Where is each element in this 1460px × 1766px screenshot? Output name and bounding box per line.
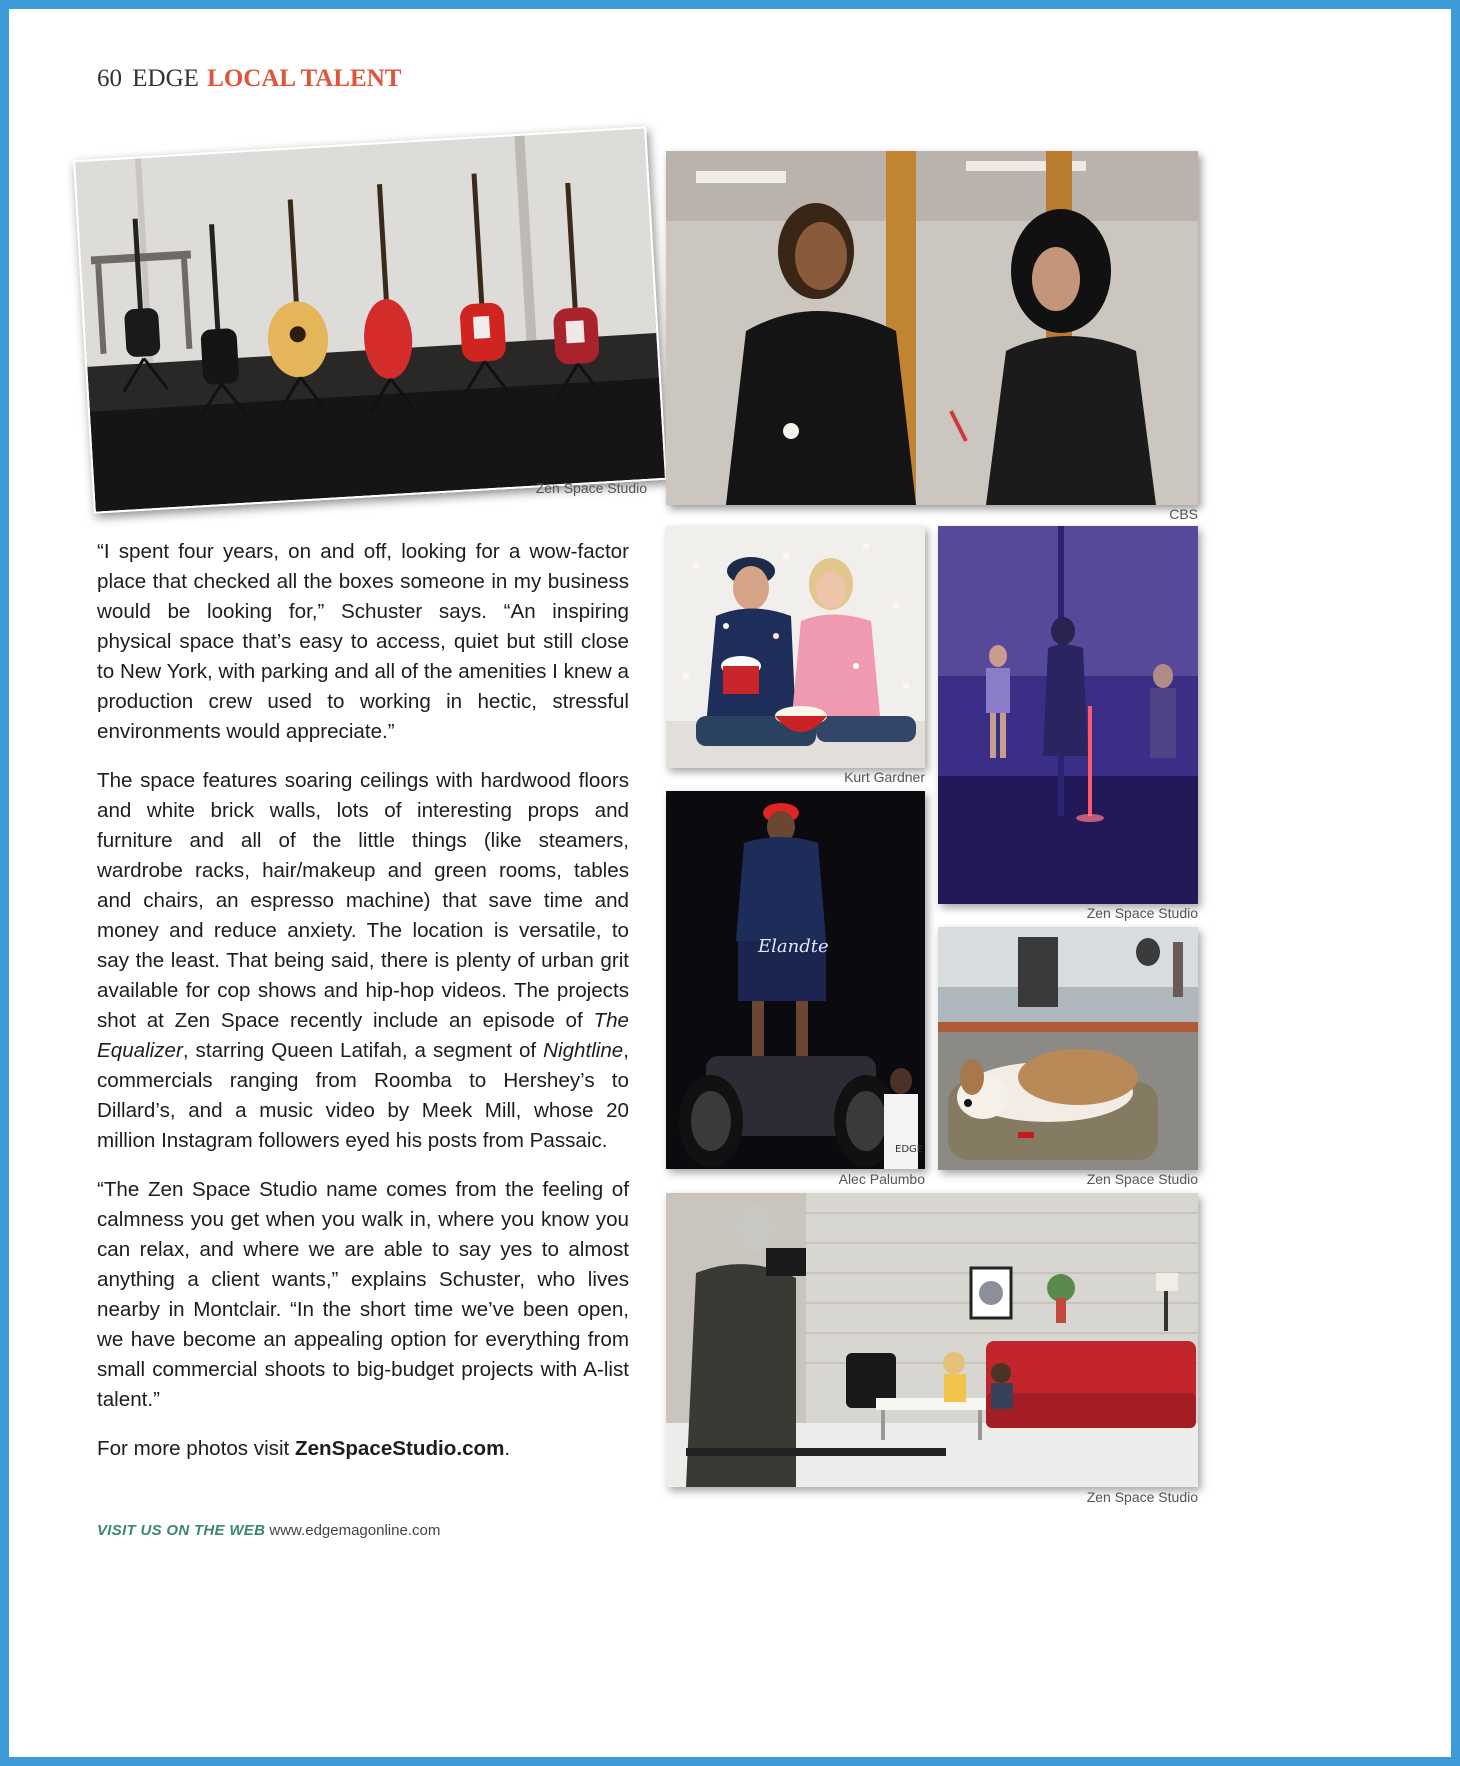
website-link[interactable]: ZenSpaceStudio.com bbox=[295, 1437, 505, 1460]
rapper-shorts-text: Elandte bbox=[758, 936, 829, 957]
purple-light-credit: Zen Space Studio bbox=[1086, 905, 1198, 921]
page-header bbox=[97, 65, 401, 93]
guitars-credit: Zen Space Studio bbox=[535, 480, 647, 496]
paragraph-2-part-b: , starring Queen Latifah, a segment of bbox=[182, 1039, 544, 1062]
show-title-nightline: Nightline bbox=[543, 1039, 624, 1062]
rapper-corner-text: EDGE bbox=[895, 1144, 924, 1155]
living-room-photo bbox=[666, 1193, 1198, 1487]
paragraph-3: “The Zen Space Studio name comes from the feeling of calmness you get when you walk in, where you know you can relax, and where we are able to say yes to almost anything a client wants,” explains Schuster, who lives nearby in Montclair. “In the short time we’ve been open, we have become an appealing option for everything from small commercial shoots to big-budget projects with A-list talent.” bbox=[97, 1178, 629, 1411]
living-room-illustration bbox=[666, 1193, 1198, 1487]
paragraph-4-suffix: . bbox=[504, 1437, 511, 1460]
footer-visit-label: VISIT US ON THE WEB bbox=[97, 1522, 266, 1539]
equalizer-credit: CBS bbox=[1169, 506, 1198, 522]
footer-url[interactable]: www.edgemagonline.com bbox=[269, 1522, 441, 1539]
rapper-photo bbox=[666, 791, 925, 1169]
show-title-equalizer: The Equalizer bbox=[97, 1009, 629, 1062]
rapper-illustration bbox=[666, 791, 925, 1169]
paragraph-4-prefix: For more photos visit bbox=[97, 1437, 295, 1460]
living-room-credit: Zen Space Studio bbox=[1086, 1489, 1198, 1505]
section-title: LOCAL TALENT bbox=[207, 65, 402, 92]
paragraph-4 bbox=[97, 1434, 629, 1464]
equalizer-illustration bbox=[666, 151, 1198, 505]
guitars-illustration bbox=[75, 128, 665, 511]
purple-light-photo bbox=[938, 526, 1198, 904]
paragraph-2-part-c: , commercials ranging from Roomba to Hershey’s to Dillard’s, and a music video by Meek Mill, whose 20 million Instagram followers eyed his posts from Passaic. bbox=[97, 1039, 629, 1152]
rapper-credit: Alec Palumbo bbox=[838, 1171, 925, 1187]
dog-photo bbox=[938, 927, 1198, 1170]
paragraph-2-part-a: The space features soaring ceilings with hardwood floors and white brick walls, lots of interesting props and furniture and all of the little things (like steamers, wardrobe racks, hair/makeup and green rooms, tables and chairs, an espresso machine) that save time and money and reduce anxiety. The location is versatile, to say the least. That being said, there is plenty of urban grit available for cop shows and hip-hop videos. The projects shot at Zen Space recently include an episode of bbox=[97, 769, 629, 1032]
equalizer-scene-photo bbox=[666, 151, 1198, 505]
magazine-name: EDGE bbox=[132, 65, 199, 92]
guitars-photo bbox=[73, 126, 667, 513]
popcorn-illustration bbox=[666, 526, 925, 768]
magazine-page bbox=[9, 9, 1451, 1757]
paragraph-2 bbox=[97, 766, 629, 1156]
dog-credit: Zen Space Studio bbox=[1086, 1171, 1198, 1187]
article-body bbox=[97, 537, 629, 1483]
paragraph-1: “I spent four years, on and off, looking for a wow-factor place that checked all the boxes someone in my business would be looking for,” Schuster says. “An inspiring physical space that’s easy to access, quiet but still close to New York, with parking and all of the amenities I knew a production crew used to working in hectic, stressful environments would appreciate.” bbox=[97, 540, 629, 743]
dog-illustration bbox=[938, 927, 1198, 1170]
purple-light-illustration bbox=[938, 526, 1198, 904]
page-number: 60 bbox=[97, 65, 122, 92]
popcorn-photo bbox=[666, 526, 925, 768]
popcorn-credit: Kurt Gardner bbox=[844, 769, 925, 785]
page-footer bbox=[97, 1522, 440, 1539]
